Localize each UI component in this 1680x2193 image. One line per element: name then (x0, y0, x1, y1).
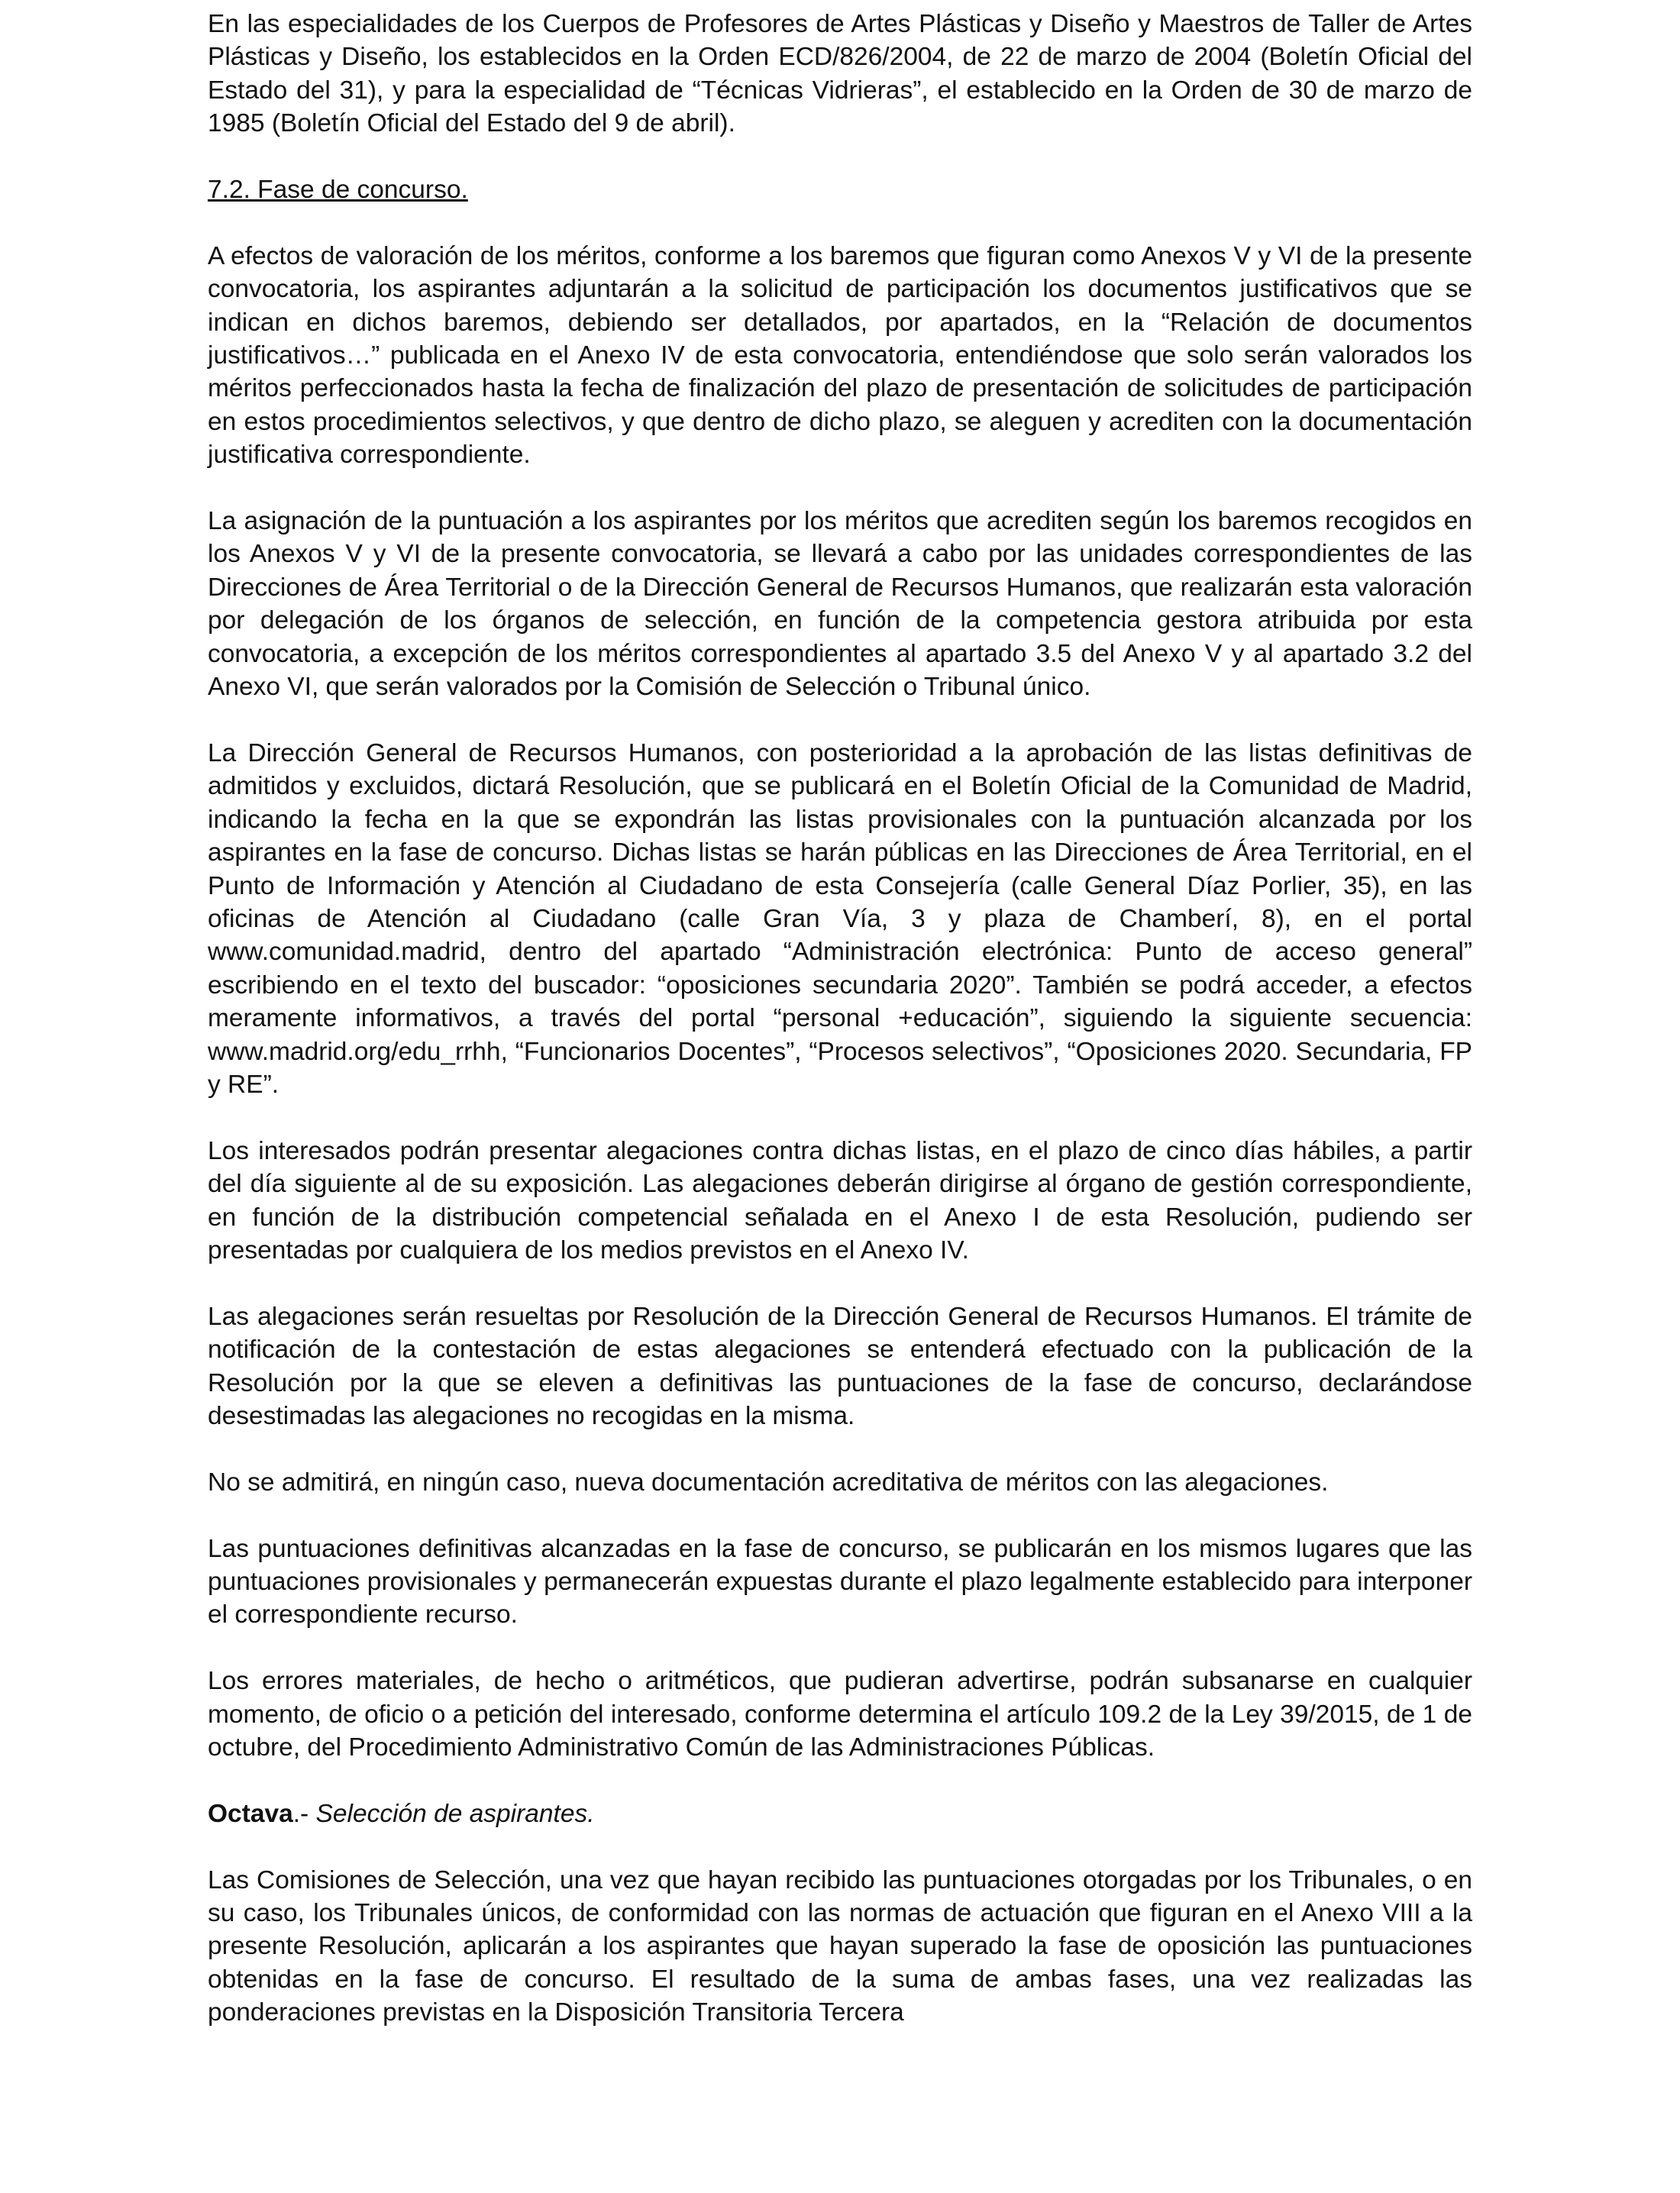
paragraph-valoracion-meritos: A efectos de valoración de los méritos, conforme a los baremos que figuran como Anexos V y VI de la presente convocatoria, los aspirantes adjuntarán a la solicitud de participación los documentos justificativos que se indican en dichos baremos, debiendo ser detallados, por apartados, en la “Relación de documentos justificativos…” publicada en el Anexo IV de esta convocatoria, entendiéndose que solo serán valorados los méritos perfeccionados hasta la fecha de finalización del plazo de presentación de solicitudes de participación en estos procedimientos selectivos, y que dentro de dicho plazo, se aleguen y acrediten con la documentación justificativa correspondiente. (208, 241, 1472, 470)
article-heading-octava (208, 1797, 1472, 1830)
paragraph-puntuaciones-definitivas: Las puntuaciones definitivas alcanzadas en la fase de concurso, se publicarán en los mismos lugares que las puntuaciones provisionales y permanecerán expuestas durante el plazo legalmente establecido para interponer el correspondiente recurso. (208, 1534, 1472, 1629)
intro-paragraph: En las especialidades de los Cuerpos de Profesores de Artes Plásticas y Diseño y Maestros de Taller de Artes Plásticas y Diseño, los establecidos en la Orden ECD/826/2004, de 22 de marzo de 2004 (Boletín Oficial del Estado del 31), y para la especialidad de “Técnicas Vidrieras”, el establecido en la Orden de 30 de marzo de 1985 (Boletín Oficial del Estado del 9 de abril). (208, 10, 1472, 138)
paragraph-listas-provisionales: La Dirección General de Recursos Humanos, con posterioridad a la aprobación de las listas definitivas de admitidos y excluidos, dictará Resolución, que se publicará en el Boletín Oficial de la Comunidad de Madrid, indicando la fecha en la que se expondrán las listas provisionales con la puntuación alcanzada por los aspirantes en la fase de concurso. Dichas listas se harán públicas en las Direcciones de Área Territorial, en el Punto de Información y Atención al Ciudadano de esta Consejería (calle General Díaz Porlier, 35), en las oficinas de Atención al Ciudadano (calle Gran Vía, 3 y plaza de Chamberí, 8), en el portal www.comunidad.madrid, dentro del apartado “Administración electrónica: Punto de acceso general” escribiendo en el texto del buscador: “oposiciones secundaria 2020”. También se podrá acceder, a efectos meramente informativos, a través del portal “personal +educación”, siguiendo la siguiente secuencia: www.madrid.org/edu_rrhh, “Funcionarios Docentes”, “Procesos selectivos”, “Oposiciones 2020. Secundaria, FP y RE”. (208, 738, 1472, 1099)
paragraph-alegaciones-resueltas: Las alegaciones serán resueltas por Resolución de la Dirección General de Recursos Humanos. El trámite de notificación de la contestación de estas alegaciones se entenderá efectuado con la publicación de la Resolución por la que se eleven a definitivas las puntuaciones de la fase de concurso, declarándose desestimadas las alegaciones no recogidas en la misma. (208, 1302, 1472, 1430)
paragraph-alegaciones-plazo: Los interesados podrán presentar alegaciones contra dichas listas, en el plazo de cinco días hábiles, a partir del día siguiente al de su exposición. Las alegaciones deberán dirigirse al órgano de gestión correspondiente, en función de la distribución competencial señalada en el Anexo I de esta Resolución, pudiendo ser presentadas por cualquiera de los medios previstos en el Anexo IV. (208, 1136, 1472, 1264)
paragraph-errores-materiales: Los errores materiales, de hecho o aritméticos, que pudieran advertirse, podrán subsanarse en cualquier momento, de oficio o a petición del interesado, conforme determina el artículo 109.2 de la Ley 39/2015, de 1 de octubre, del Procedimiento Administrativo Común de las Administraciones Públicas. (208, 1667, 1472, 1762)
article-separator: .- (292, 1799, 316, 1828)
paragraph-asignacion-puntuacion: La asignación de la puntuación a los aspirantes por los méritos que acrediten según los baremos recogidos en los Anexos V y VI de la presente convocatoria, se llevará a cabo por las unidades correspondientes de las Direcciones de Área Territorial o de la Dirección General de Recursos Humanos, que realizarán esta valoración por delegación de los órganos de selección, en función de la competencia gestora atribuida por esta convocatoria, a excepción de los méritos correspondientes al apartado 3.5 del Anexo V y al apartado 3.2 del Anexo VI, que serán valorados por la Comisión de Selección o Tribunal único. (208, 507, 1472, 702)
section-heading-7-2 (208, 173, 1472, 206)
article-label: Octava (208, 1799, 293, 1828)
paragraph-no-documentacion: No se admitirá, en ningún caso, nueva documentación acreditativa de méritos con las alegaciones. (208, 1468, 1329, 1497)
article-title: Selección de aspirantes. (315, 1799, 595, 1828)
section-heading-7-2-text: 7.2. Fase de concurso. (208, 176, 468, 205)
document-page (208, 8, 1472, 2030)
paragraph-comisiones-seleccion: Las Comisiones de Selección, una vez que hayan recibido las puntuaciones otorgadas por los Tribunales, o en su caso, los Tribunales únicos, de conformidad con las normas de actuación que figuran en el Anexo VIII a la presente Resolución, aplicarán a los aspirantes que hayan superado la fase de oposición las puntuaciones obtenidas en la fase de concurso. El resultado de la suma de ambas fases, una vez realizadas las ponderaciones previstas en la Disposición Transitoria Tercera (208, 1865, 1472, 2027)
